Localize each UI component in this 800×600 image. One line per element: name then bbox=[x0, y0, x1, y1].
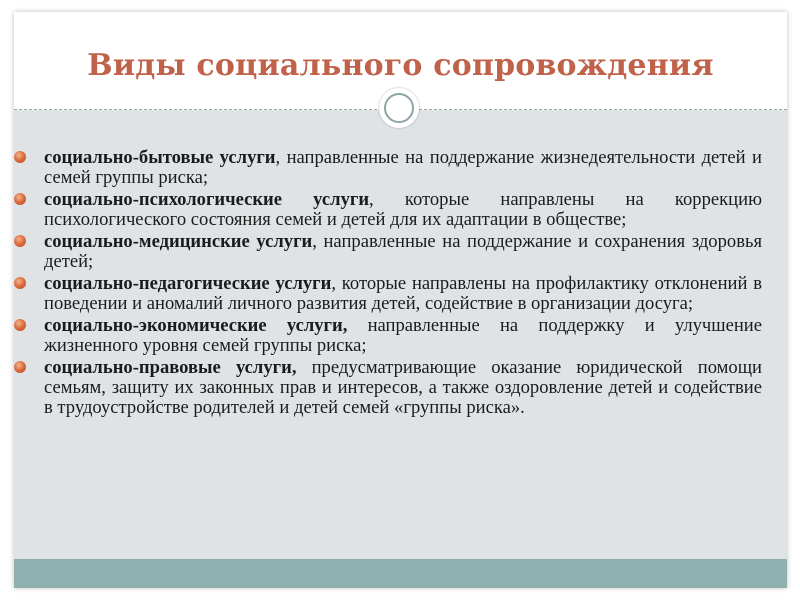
bullet-text: направленные на поддержку и улучшение жизненного уровня семей группы риска; bbox=[44, 315, 763, 356]
bullet-term: социально-психологические услуги bbox=[44, 189, 370, 210]
bullet-icon bbox=[14, 277, 26, 289]
bullet-text: , направленные на поддержание и сохранения здоровья детей; bbox=[44, 231, 762, 272]
footer-bar bbox=[14, 559, 787, 588]
bullet-list bbox=[44, 148, 762, 420]
list-item bbox=[44, 358, 762, 418]
bullet-term: социально-бытовые услуги bbox=[44, 147, 276, 168]
bullet-icon bbox=[14, 319, 26, 331]
list-item bbox=[44, 148, 762, 188]
slide-title: Виды социального сопровождения bbox=[87, 48, 714, 83]
list-item bbox=[44, 232, 762, 272]
bullet-term: социально-правовые услуги, bbox=[44, 357, 297, 378]
bullet-icon bbox=[14, 193, 26, 205]
list-item bbox=[44, 316, 762, 356]
list-item bbox=[44, 274, 762, 314]
bullet-icon bbox=[14, 151, 26, 163]
bullet-icon bbox=[14, 361, 26, 373]
list-item bbox=[44, 190, 762, 230]
bullet-term: социально-педагогические услуги bbox=[44, 273, 332, 294]
bullet-icon bbox=[14, 235, 26, 247]
bullet-term: социально-медицинские услуги bbox=[44, 231, 313, 252]
bullet-term: социально-экономические услуги, bbox=[44, 315, 348, 336]
bullet-text: предусматривающие оказание юридической помощи семьям, защиту их законных прав и интересов, а также оздоровление детей и содействие в трудоустройстве родителей и детей семей «группы риска». bbox=[44, 357, 762, 418]
ring-inner bbox=[384, 93, 414, 123]
bullet-text: , которые направлены на профилактику отклонений в поведении и аномалий личного развития детей, содействие в организации досуга; bbox=[44, 273, 763, 314]
bullet-text: , направленные на поддержание жизнедеятельности детей и семей группы риска; bbox=[44, 147, 762, 188]
ring-icon bbox=[379, 88, 419, 128]
bullet-text: , которые направлены на коррекцию психологического состояния семей и детей для их адаптации в обществе; bbox=[44, 189, 762, 230]
